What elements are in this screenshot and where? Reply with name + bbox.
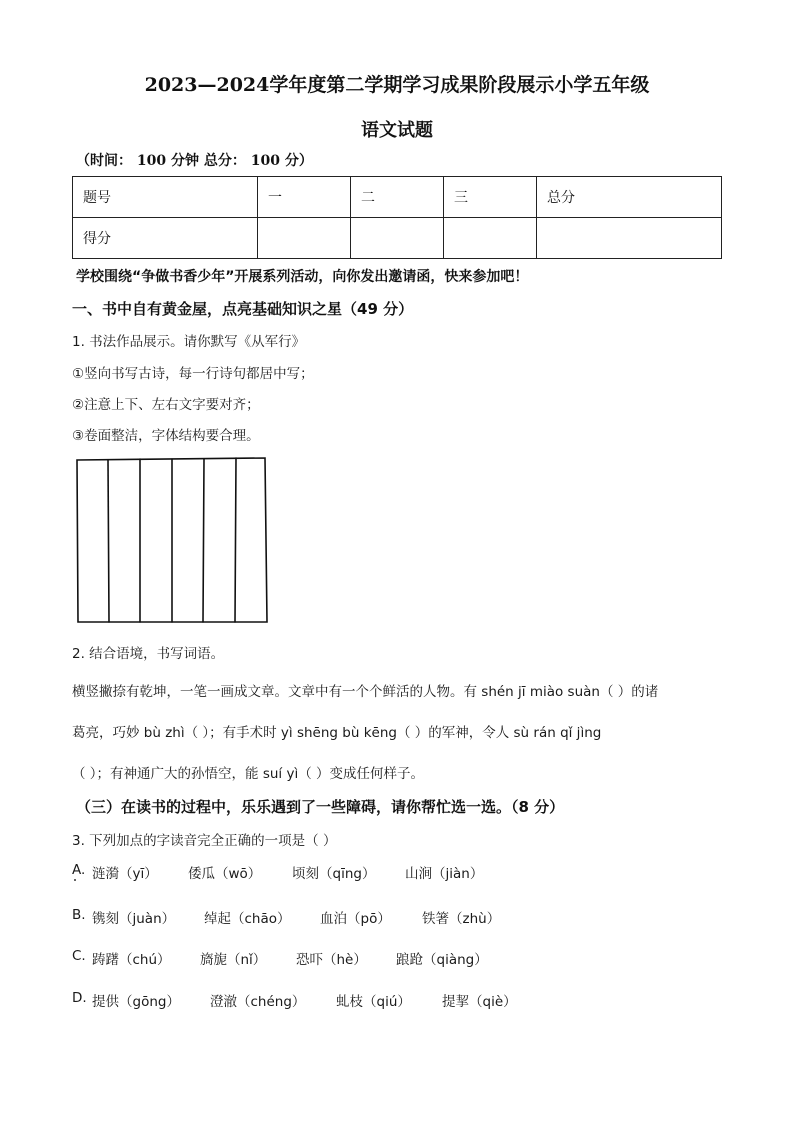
time-info: （时间： 100 分钟 总分： 100 分） (76, 153, 313, 169)
option-item: 澄澈（chéng） (210, 994, 306, 1010)
table-cell: 题号 (73, 177, 258, 218)
option-label: B. (72, 907, 86, 923)
requirement-2: ②注意上下、左右文字要对齐； (72, 397, 260, 413)
table-cell: 总分 (537, 177, 722, 218)
grid-line (108, 460, 109, 622)
emphasis-dot (74, 879, 76, 881)
option-label: D. (72, 990, 87, 1006)
fill-blank-line[interactable]: 横竖撇捺有乾坤，一笔一画成文章。文章中有一个个鲜活的人物。有 shén jī miào suàn（ ）的诸 (72, 684, 659, 700)
table-cell: 二 (351, 177, 444, 218)
option-item: 旖旎（nǐ） (200, 952, 267, 968)
grid-line (235, 458, 236, 622)
score-input-cell[interactable] (537, 218, 722, 259)
table-row (73, 218, 722, 259)
option-item: 虬枝（qiú） (336, 994, 411, 1010)
page-title: 2023—2024学年度第二学期学习成果阶段展示小学五年级 (144, 74, 650, 96)
score-input-cell[interactable] (351, 218, 444, 259)
option-item: 踉跄（qiàng） (396, 952, 488, 968)
table-cell: 一 (258, 177, 351, 218)
score-table (72, 176, 722, 259)
fill-blank-line[interactable]: 葛亮，巧妙 bù zhì（ ）；有手术时 yì shēng bù kēng（ ）的军神，令人 sù rán qǐ jìng (72, 725, 602, 741)
table-cell: 得分 (73, 218, 258, 259)
requirement-1: ①竖向书写古诗，每一行诗句都居中写； (72, 366, 314, 382)
option-item: 山涧（jiàn） (405, 866, 484, 882)
fill-blank-line[interactable]: （ ）；有神通广大的孙悟空，能 suí yì（ ）变成任何样子。 (72, 766, 424, 782)
section3-heading: （三）在读书的过程中，乐乐遇到了一些障碍，请你帮忙选一选。（8 分） (76, 798, 565, 816)
option-item: 提供（gōng） (92, 994, 180, 1010)
writing-grid[interactable] (75, 456, 269, 624)
section1-heading: 一、书中自有黄金屋，点亮基础知识之星（49 分） (72, 300, 414, 318)
option-item: 顷刻（qīng） (292, 866, 376, 882)
requirement-3: ③卷面整洁，字体结构要合理。 (72, 428, 260, 444)
option-item: 踌躇（chú） (92, 952, 171, 968)
table-row (73, 177, 722, 218)
option-label: A. (72, 862, 86, 878)
option-item: 血泊（pō） (320, 911, 391, 927)
option-item: 恐吓（hè） (296, 952, 367, 968)
option-item: 铁箸（zhù） (422, 911, 501, 927)
question-2: 2. 结合语境，书写词语。 (72, 646, 225, 662)
question-1: 1. 书法作品展示。请你默写《从军行》 (72, 334, 306, 350)
table-cell: 三 (444, 177, 537, 218)
intro-text: 学校围绕“争做书香少年”开展系列活动，向你发出邀请函，快来参加吧！ (76, 269, 529, 285)
score-input-cell[interactable] (258, 218, 351, 259)
score-input-cell[interactable] (444, 218, 537, 259)
page-subtitle: 语文试题 (361, 120, 433, 141)
option-item: 倭瓜（wō） (188, 866, 262, 882)
option-item: 涟漪（yī） (92, 866, 158, 882)
question-3: 3. 下列加点的字读音完全正确的一项是（ ） (72, 833, 337, 849)
option-item: 绰起（chāo） (204, 911, 291, 927)
option-label: C. (72, 948, 86, 964)
option-item: 镌刻（juàn） (92, 911, 176, 927)
option-item: 提挈（qiè） (442, 994, 517, 1010)
grid-line (203, 459, 204, 622)
